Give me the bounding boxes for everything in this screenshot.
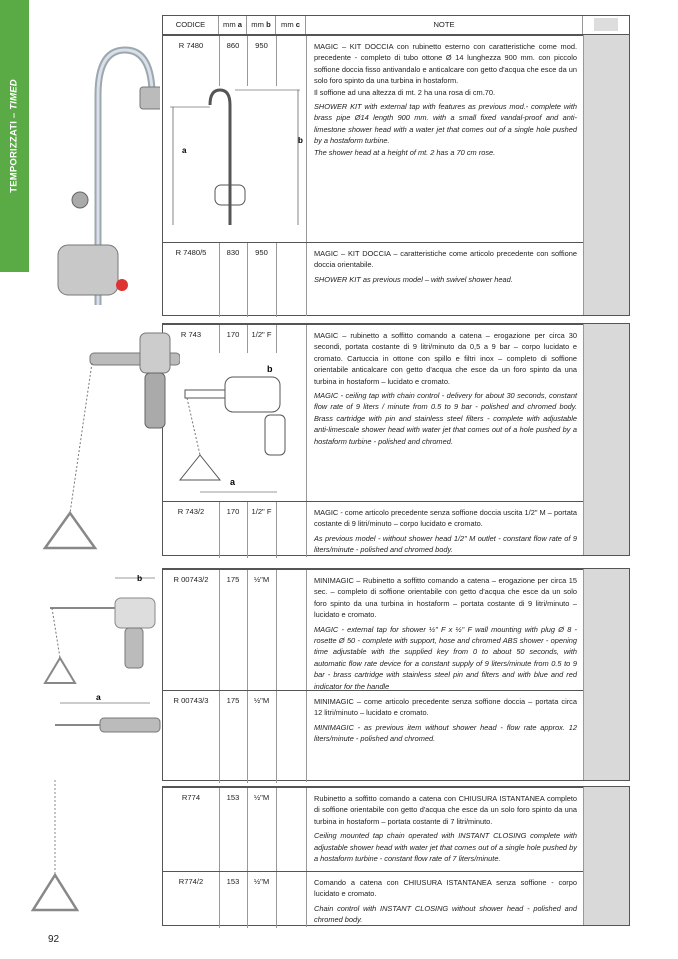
dim-b: 1/2" F	[251, 330, 272, 339]
header-mm-b-unit: mm	[251, 20, 267, 29]
note-italian: MINIMAGIC – come articolo precedente senza soffione doccia – portata circa 12 litri/minuto – lucidato e cromato.	[314, 697, 577, 718]
dim-label-b: b	[298, 136, 303, 145]
header-mm-a-unit: mm	[223, 20, 238, 29]
dim-b: ½"M	[253, 696, 270, 705]
note-en-text-2: The shower head at a height of mt. 2 has a 70 cm rose.	[314, 147, 496, 157]
header-mm-b-letter: b	[266, 20, 271, 29]
dim-a: 170	[226, 330, 240, 339]
shower-kit-drawing	[165, 85, 310, 235]
product-code: R774	[181, 793, 201, 802]
note-italian: MAGIC – KIT DOCCIA – caratteristiche come articolo precedente con soffione doccia orientabile.	[314, 249, 577, 270]
dim-label-b: b	[267, 364, 273, 374]
header-mm-a-letter: a	[237, 20, 242, 29]
table-row	[163, 242, 583, 316]
table-row	[163, 690, 583, 782]
table-row	[163, 871, 583, 927]
note-italian: MAGIC – rubinetto a soffitto comando a catena – erogazione per circa 30 secondi, portata costante di 9 litri/minuto da 0,5 a 9 bar – corpo lucidato e cromato. Cartuccia in ottone con spillo e filtri inox – completo di soffione orientabile anticalcare con getto d'acqua che esce da un foro spinto da una turbina in hostaform – lucidato e cromato.	[314, 331, 577, 386]
page-number: 92	[48, 934, 60, 945]
product-note	[306, 502, 583, 557]
shower-kit-photo	[40, 35, 160, 310]
dim-label-a: a	[230, 477, 236, 487]
note-italian: Rubinetto a soffitto comando a catena con CHIUSURA ISTANTANEA completo di soffione orientabile con getto d'acqua che esce da un solo foro spinto da una turbina in hostaform – portata costante di 7 litri/minuto.	[314, 794, 577, 826]
dim-a: 175	[226, 575, 240, 584]
table-row	[163, 569, 583, 690]
dim-b: 950	[255, 248, 268, 257]
instant-closing-chain-photo	[25, 780, 85, 920]
gray-column	[583, 35, 629, 315]
dim-label-b: b	[137, 573, 143, 583]
note-italian: Comando a catena con CHIUSURA ISTANTANEA senza soffione - corpo lucidato e cromato.	[314, 878, 577, 899]
dim-a: 153	[226, 793, 240, 802]
note-italian	[314, 41, 577, 98]
product-note	[306, 570, 583, 690]
product-section-instant-closing	[162, 786, 630, 926]
note-english: MAGIC - ceiling tap with chain control - delivery for about 30 seconds, constant flow rate of 9 liters / minute from 0.5 to 9 bar - polished and chromed body. Brass cartridge with pin and stainless steel filters - complete with adjustable anti-limescale shower head with water jet that comes out of a hole pushed by a hostaform turbine - polished and chromed.	[314, 391, 577, 446]
product-code: R774/2	[178, 877, 204, 886]
header-mm-c-letter: c	[295, 20, 300, 29]
header-mm-c-unit: mm	[281, 20, 296, 29]
magic-chain-tap-drawing	[175, 355, 305, 495]
product-code: R 7480/5	[175, 248, 207, 257]
note-italian: MINIMAGIC – Rubinetto a soffitto comando a catena – erogazione per circa 15 sec. – completo di soffione orientabile con getto d'acqua che esce da un solo foro spinto da una turbina in hostaform – portata costante di 9 litri/minuto – lucidato e cromato.	[314, 576, 577, 620]
note-italian: MAGIC - come articolo precedente senza soffione doccia uscita 1/2" M – portata costante di 9 litri/minuto – corpo lucidato e cromato.	[314, 508, 577, 529]
header-note: NOTE	[306, 16, 583, 34]
note-english: As previous model - without shower head 1/2" M outlet - constant flow rate of 9 liters/minute - polished and chromed body.	[314, 533, 577, 555]
category-label-en: TIMED	[8, 79, 20, 110]
note-english: Ceiling mounted tap chain operated with INSTANT CLOSING complete with adjustable shower head with water jet that comes out of a single hole pushed by a hostaform turbine - constant flow rate of 7 liters/minute.	[314, 831, 577, 864]
product-code: R 743	[180, 330, 202, 339]
product-code: R 7480	[178, 41, 204, 50]
product-code: R 743/2	[177, 507, 205, 516]
note-english: SHOWER KIT as previous model – with swivel shower head.	[314, 274, 513, 284]
dim-a: 175	[226, 696, 240, 705]
header-codice: CODICE	[163, 16, 219, 34]
dim-a: 170	[226, 507, 240, 516]
product-note	[306, 36, 583, 242]
note-it-text-2: Il soffione ad una altezza di mt. 2 ha una rosa di cm.70.	[314, 87, 496, 97]
gray-column	[583, 569, 629, 780]
header-blank	[583, 16, 628, 34]
dim-b: ½"M	[253, 877, 270, 886]
product-note	[306, 872, 583, 927]
dim-a: 153	[226, 877, 240, 886]
dim-b: 1/2" F	[251, 507, 272, 516]
dim-label-a: a	[182, 146, 187, 155]
dim-b: ½"M	[253, 575, 270, 584]
dim-b: 950	[255, 41, 268, 50]
gray-column	[583, 787, 629, 925]
note-english: MINIMAGIC - as previous item without shower head - flow rate approx. 12 liters/minute - polished and chromed.	[314, 722, 577, 744]
note-english	[314, 101, 577, 158]
table-header	[162, 15, 630, 35]
product-code: R 00743/2	[173, 575, 209, 584]
product-section-minimagic	[162, 568, 630, 781]
category-sidebar	[0, 0, 29, 272]
product-note	[306, 691, 583, 782]
dim-b: ½"M	[253, 793, 270, 802]
category-label-it: TEMPORIZZATI –	[8, 109, 20, 193]
header-mm-a	[219, 16, 247, 34]
dim-a: 830	[226, 248, 240, 257]
note-english: Chain control with INSTANT CLOSING without shower head - polished and chromed body.	[314, 903, 577, 925]
product-note	[306, 788, 583, 871]
header-mm-c	[276, 16, 306, 34]
category-label	[9, 79, 20, 193]
note-it-text: MAGIC – KIT DOCCIA con rubinetto esterno con caratteristiche come mod. precedente - completo di tubo ottone Ø 14 lunghezza 900 mm. con piccolo soffione doccia fisso antivandalo e anticalcare con getto d'acqua che esce da un solo foro spinto da una turbina in hostaform.	[314, 42, 577, 86]
note-english: MAGIC - external tap for shower ½" F x ½" F wall mounting with plug Ø 8 - rosette Ø 50 - complete with support, hose and chromed ABS shower - opening time adjustable with the supplied key from 0 to about 50 seconds, with automatic flow rate device for a constant supply of 9 liters/minute from 0.5 to 9 bar - brass cartridge with stainless steel pin and filters and with blue and red indicator for the handle	[314, 624, 577, 691]
note-en-text: SHOWER KIT with external tap with features as previous mod.- complete with brass pipe Ø14 length 900 mm. with a small fixed vandal-proof and anti-limestone shower head with a water jet that comes out of a single hole pushed by a hostaform turbine.	[314, 102, 577, 146]
minimagic-drawing	[30, 568, 165, 780]
product-note	[306, 243, 583, 316]
table-row	[163, 501, 583, 557]
table-row	[163, 787, 583, 871]
dim-a: 860	[226, 41, 240, 50]
product-note	[306, 325, 583, 501]
gray-column	[583, 324, 629, 555]
dim-label-a: a	[96, 692, 101, 702]
product-code: R 00743/3	[173, 696, 209, 705]
magic-chain-tap-photo	[30, 328, 180, 553]
header-mm-b	[247, 16, 276, 34]
